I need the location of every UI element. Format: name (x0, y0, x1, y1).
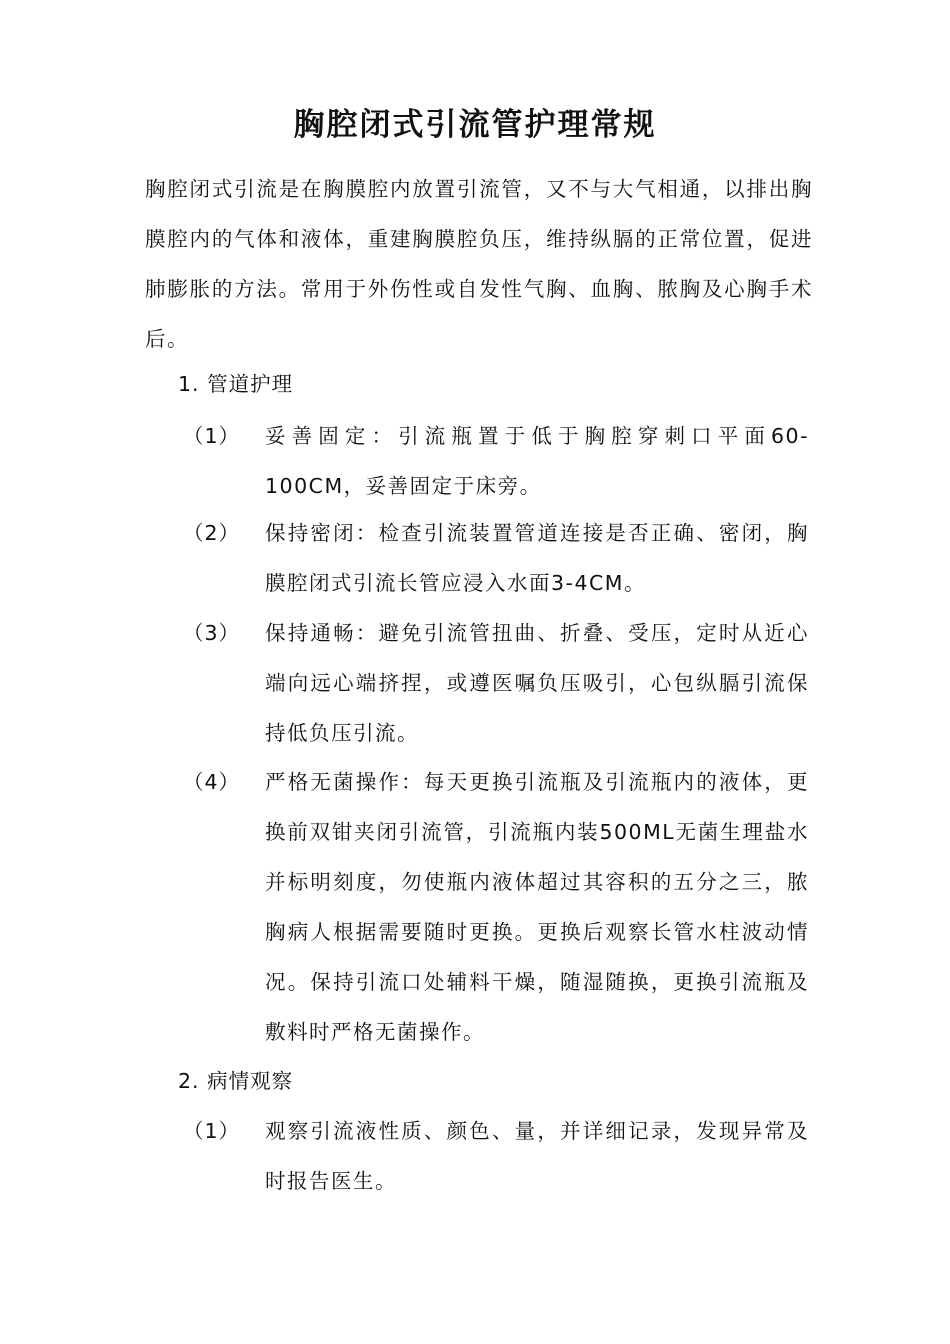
item-text: 观察引流液性质、颜色、量，并详细记录，发现异常及时报告医生。 (265, 1119, 809, 1193)
list-item (183, 757, 823, 1057)
section-heading-observation: 2. 病情观察 (178, 1069, 294, 1093)
list-item (183, 411, 823, 511)
item-text: 妥善固定：引流瓶置于低于胸腔穿刺口平面60-100CM，妥善固定于床旁。 (265, 424, 809, 498)
intro-paragraph: 胸腔闭式引流是在胸膜腔内放置引流管，又不与大气相通，以排出胸膜腔内的气体和液体，重建胸膜腔负压，维持纵膈的正常位置，促进肺膨胀的方法。常用于外伤性或自发性气胸、血胸、脓胸及心胸手术后。 (145, 177, 813, 351)
section-heading-tube-care: 1. 管道护理 (178, 372, 294, 396)
list-item (183, 1106, 823, 1206)
item-text: 保持通畅：避免引流管扭曲、折叠、受压，定时从近心端向远心端挤捏，或遵医嘱负压吸引，心包纵膈引流保持低负压引流。 (265, 621, 809, 745)
item-text: 保持密闭：检查引流装置管道连接是否正确、密闭，胸膜腔闭式引流长管应浸入水面3-4CM。 (265, 521, 809, 595)
list-item (183, 608, 823, 758)
item-number: （4） (183, 770, 241, 794)
item-number: （1） (183, 1119, 241, 1143)
item-number: （2） (183, 521, 241, 545)
document-title: 胸腔闭式引流管护理常规 (293, 107, 657, 143)
list-item (183, 508, 823, 608)
item-number: （3） (183, 621, 241, 645)
item-text: 严格无菌操作：每天更换引流瓶及引流瓶内的液体，更换前双钳夹闭引流管，引流瓶内装500ML无菌生理盐水并标明刻度，勿使瓶内液体超过其容积的五分之三，脓胸病人根据需要随时更换。更换后观察长管水柱波动情况。保持引流口处辅料干燥，随湿随换，更换引流瓶及敷料时严格无菌操作。 (265, 770, 809, 1044)
item-number: （1） (183, 424, 241, 448)
